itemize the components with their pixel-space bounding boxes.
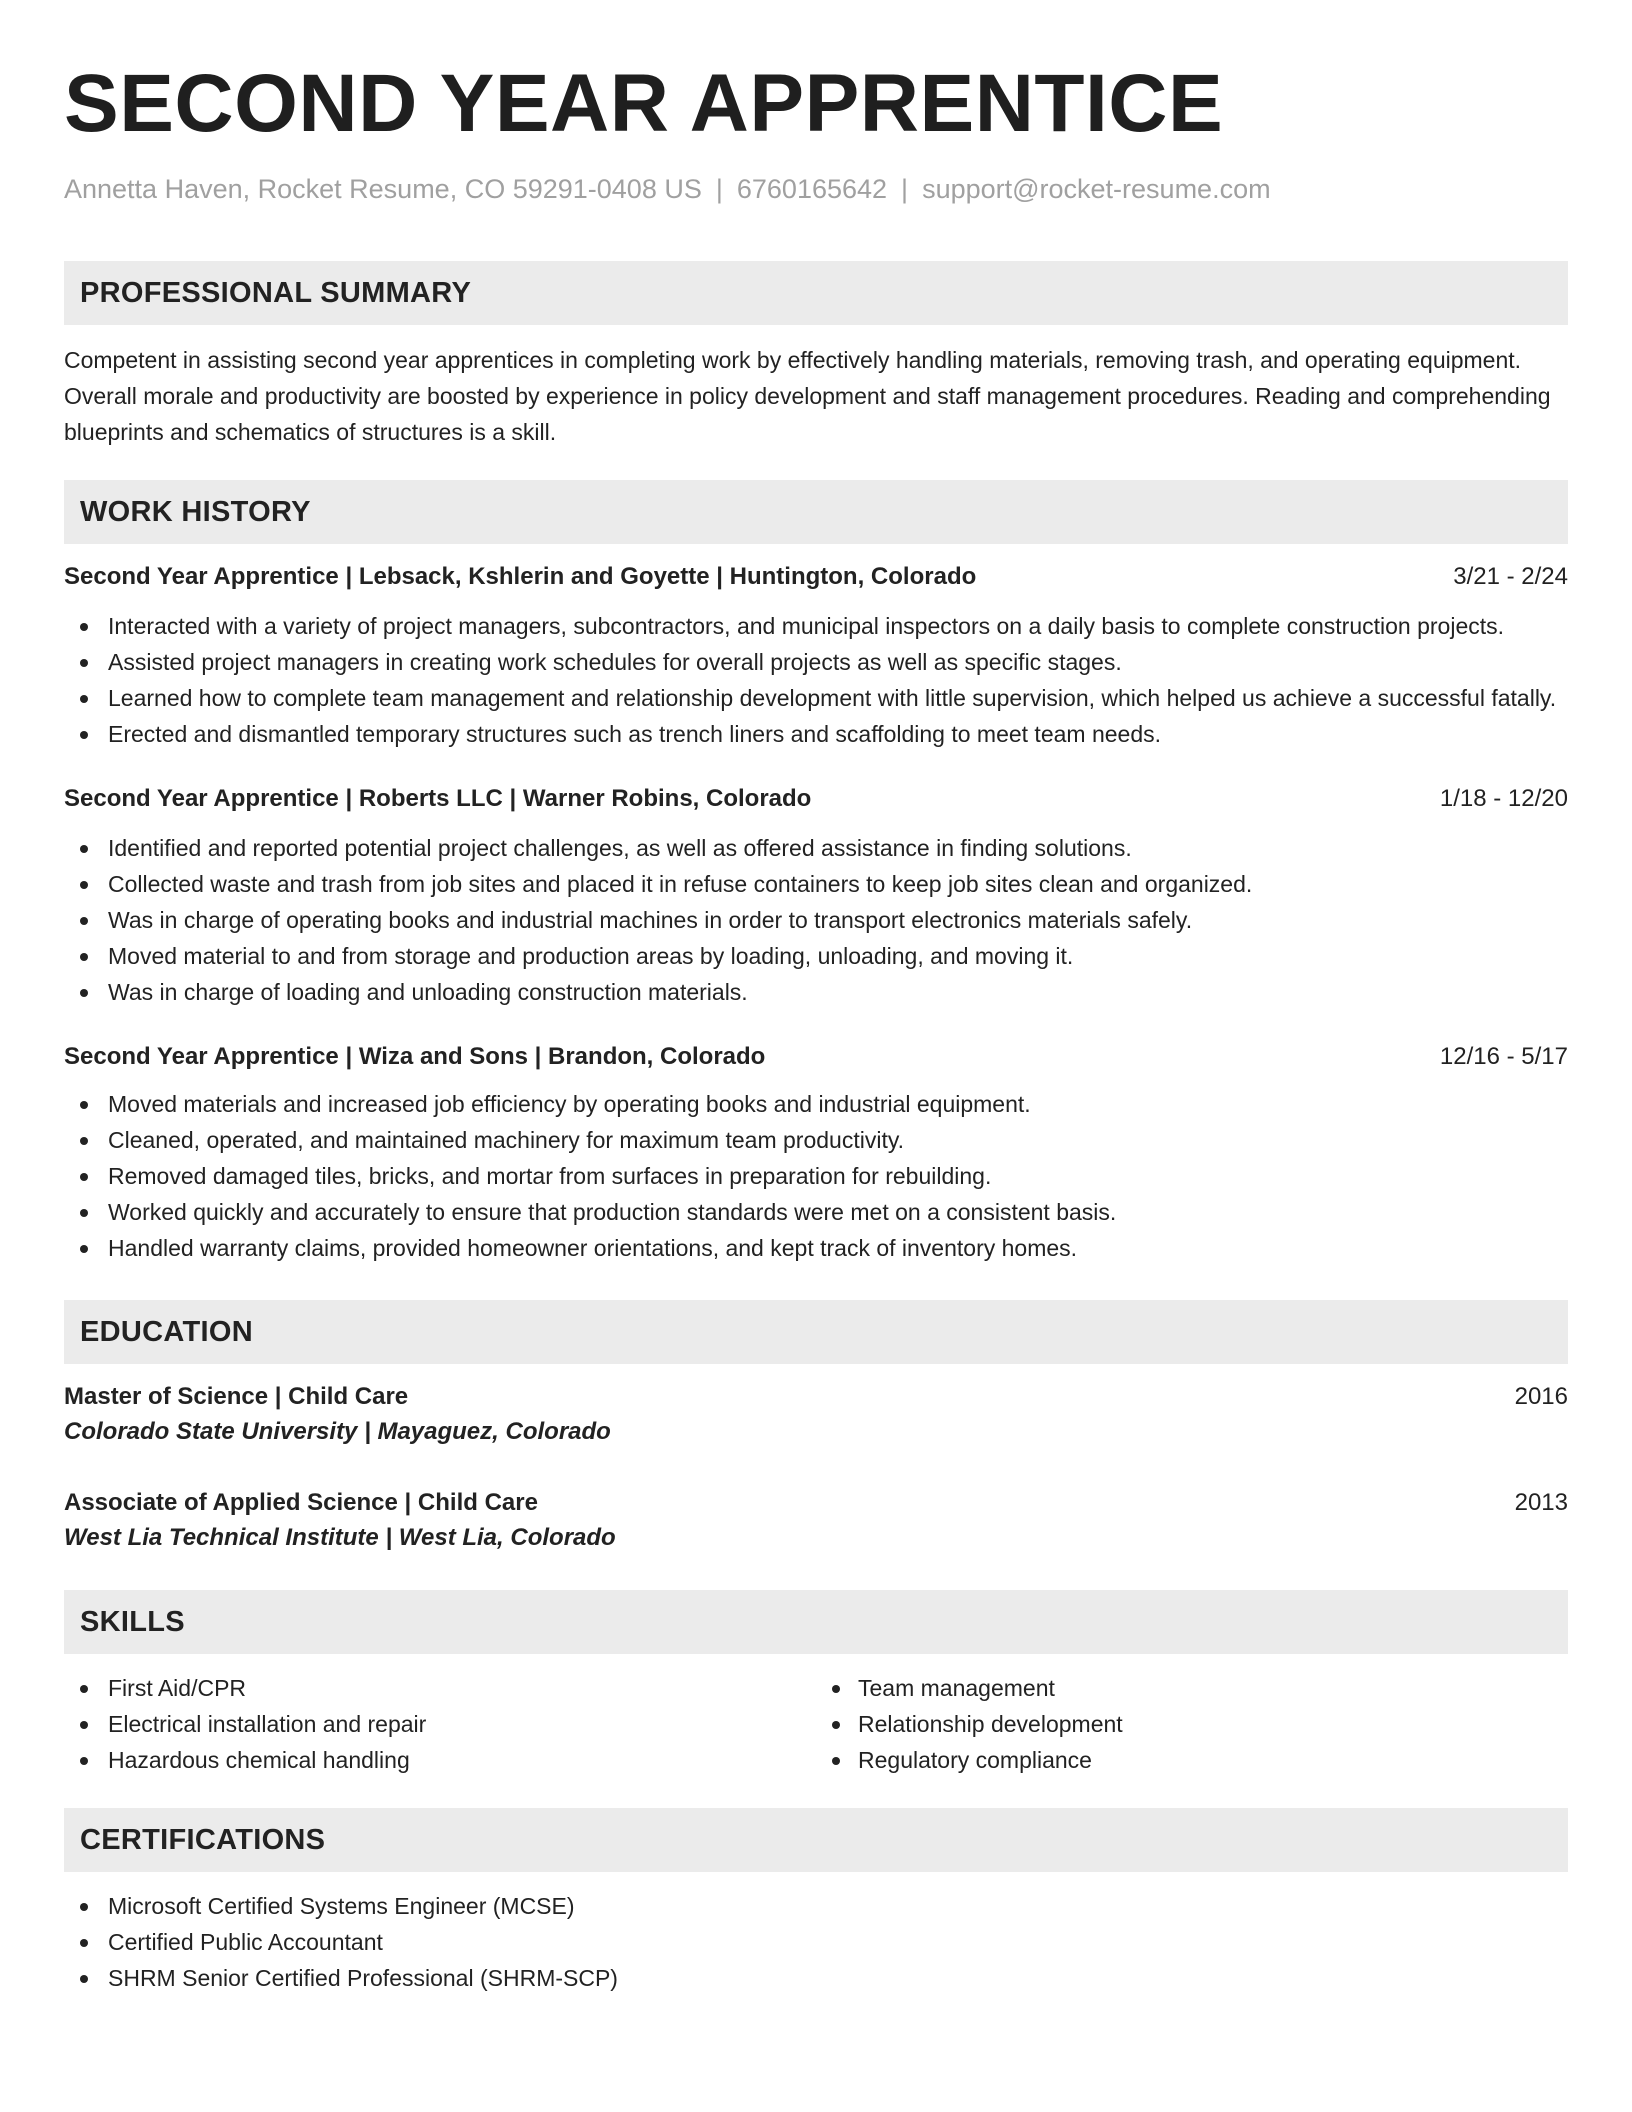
certification-item: Microsoft Certified Systems Engineer (MCSE) <box>64 1888 1568 1924</box>
education-entry <box>64 1380 1568 1450</box>
contact-separator: | <box>901 174 909 204</box>
bullet-item: Moved materials and increased job efficiency by operating books and industrial equipment. <box>64 1086 1568 1122</box>
skills-list-right <box>816 1670 1568 1778</box>
resume-title: SECOND YEAR APPRENTICE <box>64 58 1224 149</box>
job-header <box>64 560 1568 594</box>
skill-item: Relationship development <box>816 1706 1568 1742</box>
education-year: 2016 <box>1514 1383 1568 1410</box>
education-header <box>64 1380 1568 1414</box>
education-degree: Associate of Applied Science | Child Care <box>64 1489 538 1516</box>
job-bullets <box>64 1086 1568 1266</box>
job-header <box>64 1040 1568 1074</box>
job-entry <box>64 1040 1568 1266</box>
contact-line <box>64 172 1568 206</box>
skills-grid <box>64 1670 1568 1778</box>
job-dates: 3/21 - 2/24 <box>1453 563 1568 590</box>
bullet-item: Collected waste and trash from job sites and placed it in refuse containers to keep job sites clean and organized. <box>64 866 1568 902</box>
job-bullets <box>64 830 1568 1010</box>
job-title: Second Year Apprentice | Wiza and Sons | Brandon, Colorado <box>64 1043 766 1070</box>
contact-address: Annetta Haven, Rocket Resume, CO 59291-0408 US <box>64 174 702 204</box>
summary-text: Competent in assisting second year apprentices in completing work by effectively handling materials, removing trash, and operating equipment. Overall morale and productivity are boosted by experience in policy development and staff management procedures. Reading and comprehending blueprints and schematics of structures is a skill. <box>64 347 1551 445</box>
skill-item: Regulatory compliance <box>816 1742 1568 1778</box>
contact-email: support@rocket-resume.com <box>922 174 1271 204</box>
job-title: Second Year Apprentice | Lebsack, Kshlerin and Goyette | Huntington, Colorado <box>64 563 977 590</box>
contact-separator: | <box>715 174 723 204</box>
section-heading-education: EDUCATION <box>64 1300 1568 1364</box>
education-degree: Master of Science | Child Care <box>64 1383 409 1410</box>
section-heading-skills: SKILLS <box>64 1590 1568 1654</box>
bullet-item: Assisted project managers in creating work schedules for overall projects as well as specific stages. <box>64 644 1568 680</box>
education-year: 2013 <box>1514 1489 1568 1516</box>
job-dates: 1/18 - 12/20 <box>1439 785 1568 812</box>
bullet-item: Learned how to complete team management and relationship development with little supervision, which helped us achieve a successful fatally. <box>64 680 1568 716</box>
section-heading-certifications: CERTIFICATIONS <box>64 1808 1568 1872</box>
bullet-item: Was in charge of operating books and industrial machines in order to transport electronics materials safely. <box>64 902 1568 938</box>
certification-item: Certified Public Accountant <box>64 1924 1568 1960</box>
job-dates: 12/16 - 5/17 <box>1439 1043 1568 1070</box>
bullet-item: Worked quickly and accurately to ensure that production standards were met on a consistent basis. <box>64 1194 1568 1230</box>
education-school: Colorado State University | Mayaguez, Colorado <box>64 1418 611 1445</box>
skill-item: Electrical installation and repair <box>64 1706 816 1742</box>
job-entry <box>64 782 1568 1010</box>
skill-item: Team management <box>816 1670 1568 1706</box>
job-entry <box>64 560 1568 752</box>
bullet-item: Removed damaged tiles, bricks, and mortar from surfaces in preparation for rebuilding. <box>64 1158 1568 1194</box>
bullet-item: Cleaned, operated, and maintained machinery for maximum team productivity. <box>64 1122 1568 1158</box>
bullet-item: Handled warranty claims, provided homeowner orientations, and kept track of inventory homes. <box>64 1230 1568 1266</box>
job-bullets <box>64 608 1568 752</box>
bullet-item: Interacted with a variety of project managers, subcontractors, and municipal inspectors on a daily basis to complete construction projects. <box>64 608 1568 644</box>
section-heading-work-history: WORK HISTORY <box>64 480 1568 544</box>
bullet-item: Was in charge of loading and unloading construction materials. <box>64 974 1568 1010</box>
skill-item: Hazardous chemical handling <box>64 1742 816 1778</box>
education-school: West Lia Technical Institute | West Lia, Colorado <box>64 1524 616 1551</box>
education-header <box>64 1486 1568 1520</box>
section-heading-summary: PROFESSIONAL SUMMARY <box>64 261 1568 325</box>
certifications-list <box>64 1888 1568 1996</box>
skill-item: First Aid/CPR <box>64 1670 816 1706</box>
bullet-item: Moved material to and from storage and production areas by loading, unloading, and moving it. <box>64 938 1568 974</box>
contact-phone: 6760165642 <box>736 174 888 204</box>
bullet-item: Erected and dismantled temporary structures such as trench liners and scaffolding to meet team needs. <box>64 716 1568 752</box>
job-title: Second Year Apprentice | Roberts LLC | Warner Robins, Colorado <box>64 785 812 812</box>
certification-item: SHRM Senior Certified Professional (SHRM-SCP) <box>64 1960 1568 1996</box>
skills-list-left <box>64 1670 816 1778</box>
education-entry <box>64 1486 1568 1556</box>
bullet-item: Identified and reported potential project challenges, as well as offered assistance in finding solutions. <box>64 830 1568 866</box>
job-header <box>64 782 1568 816</box>
